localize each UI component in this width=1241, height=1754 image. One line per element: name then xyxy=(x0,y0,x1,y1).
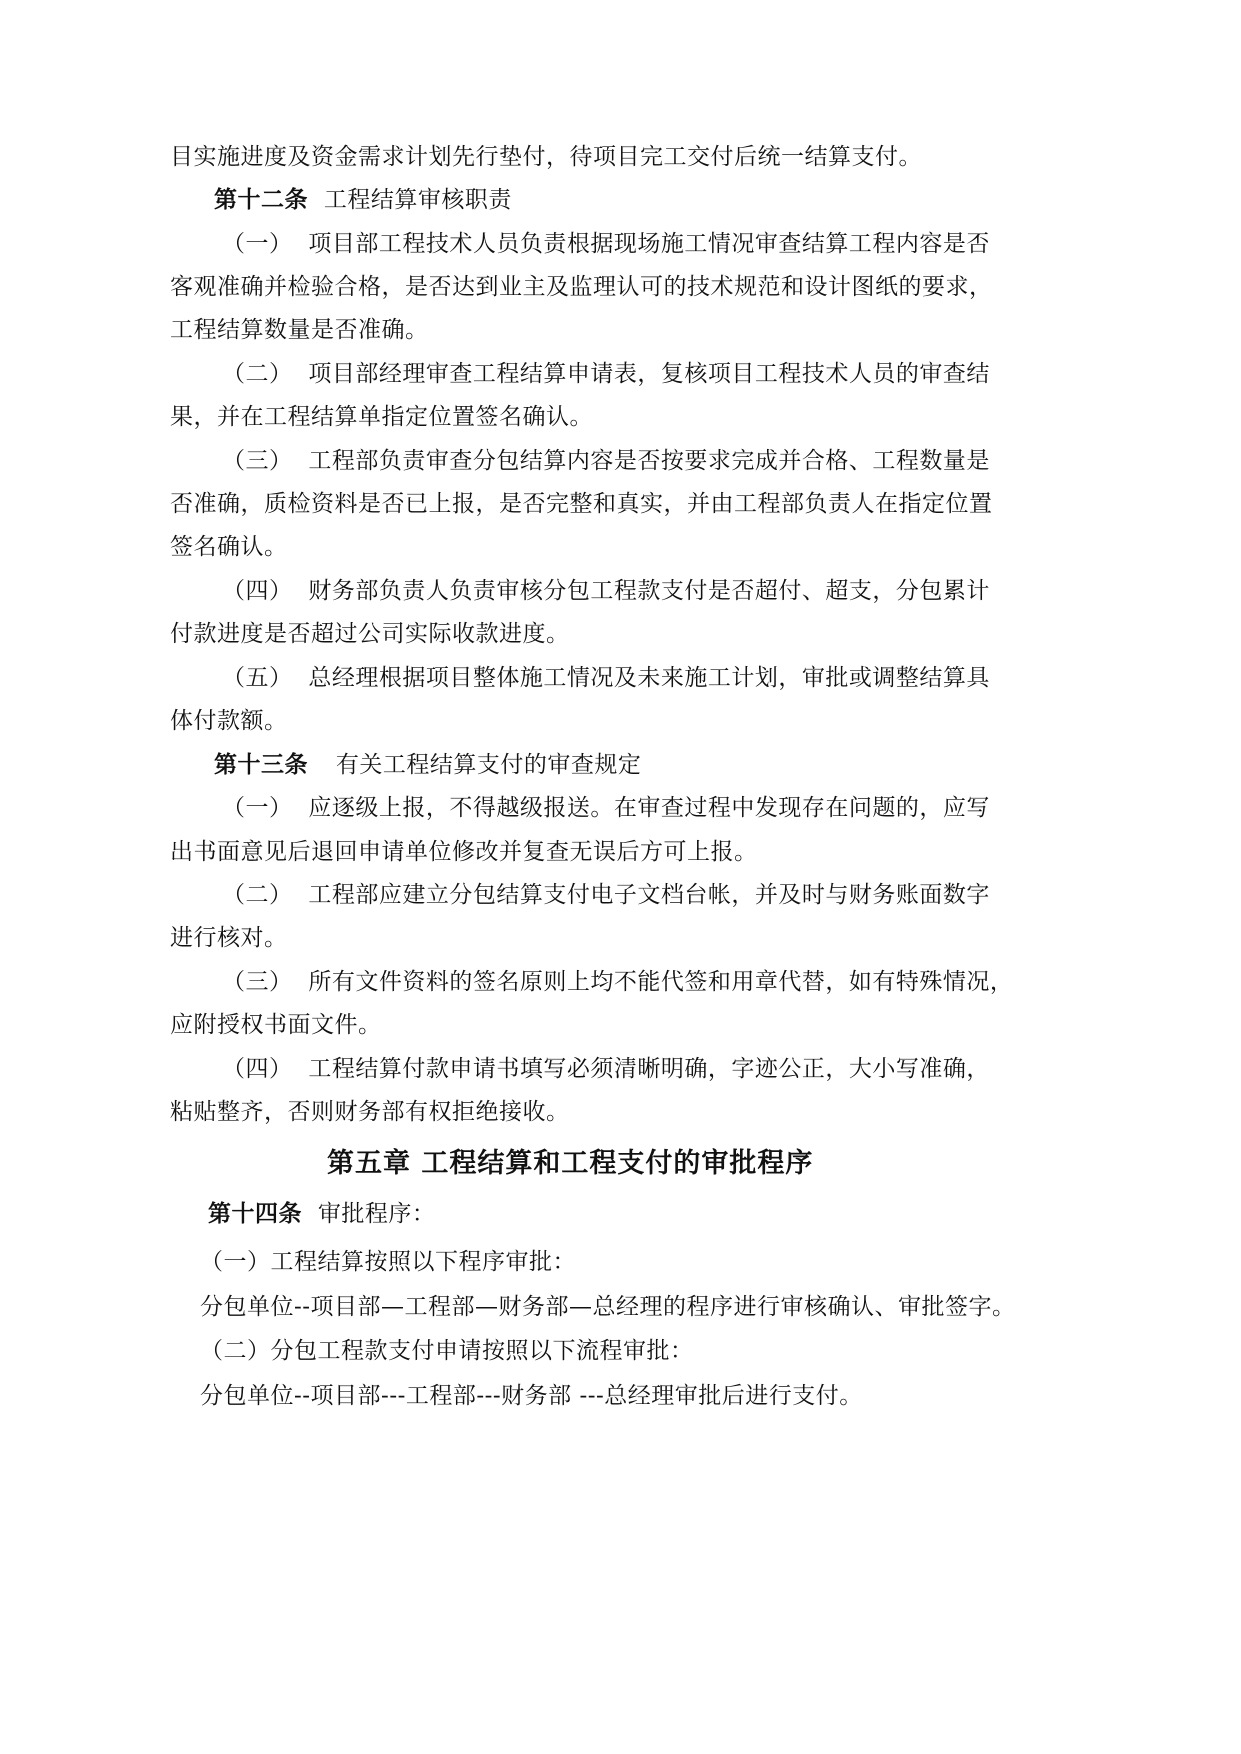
article-14-title: 审批程序： xyxy=(317,1201,436,1227)
article-13-item-1 xyxy=(222,793,990,823)
paragraph-line: 分包单位--项目部—工程部—财务部—总经理的程序进行审核确认、审批签字。 xyxy=(200,1294,1016,1320)
paragraph-line: 分包单位--项目部---工程部---财务部 ---总经理审批后进行支付。 xyxy=(200,1383,863,1409)
item-text: 所有文件资料的签名原则上均不能代签和用章代替，如有特殊情况， xyxy=(308,969,1014,995)
article-12-item-2 xyxy=(222,359,990,389)
article-13-item-3 xyxy=(222,967,1013,997)
article-12-title: 工程结算审核职责 xyxy=(323,187,512,213)
item-number: （三） xyxy=(222,448,293,474)
paragraph-line: 体付款额。 xyxy=(170,708,288,734)
item-text: 工程部应建立分包结算支付电子文档台帐，并及时与财务账面数字 xyxy=(308,882,990,908)
item-number: （三） xyxy=(222,969,293,995)
paragraph-line: 客观准确并检验合格，是否达到业主及监理认可的技术规范和设计图纸的要求， xyxy=(170,274,993,300)
paragraph-line: （一）工程结算按照以下程序审批： xyxy=(200,1249,576,1275)
item-number: （一） xyxy=(222,795,293,821)
article-13-title: 有关工程结算支付的审查规定 xyxy=(335,752,642,778)
article-13-item-2 xyxy=(222,880,990,910)
article-13-label: 第十三条 xyxy=(214,752,308,778)
item-text: 财务部负责人负责审核分包工程款支付是否超付、超支，分包累计 xyxy=(308,578,990,604)
article-12-item-4 xyxy=(222,576,990,606)
paragraph-line: 目实施进度及资金需求计划先行垫付，待项目完工交付后统一结算支付。 xyxy=(170,144,922,170)
chapter-5-heading: 第五章 工程结算和工程支付的审批程序 xyxy=(327,1148,814,1179)
article-14-heading xyxy=(208,1199,435,1229)
item-number: （一） xyxy=(222,231,293,257)
paragraph-line: 粘贴整齐，否则财务部有权拒绝接收。 xyxy=(170,1099,570,1125)
item-number: （四） xyxy=(222,578,293,604)
article-12-item-1 xyxy=(222,229,990,259)
article-12-item-5 xyxy=(222,663,990,693)
item-number: （五） xyxy=(222,665,293,691)
article-13-heading xyxy=(214,750,641,780)
item-text: 工程部负责审查分包结算内容是否按要求完成并合格、工程数量是 xyxy=(308,448,990,474)
item-number: （二） xyxy=(222,882,293,908)
paragraph-line: 进行核对。 xyxy=(170,925,288,951)
article-12-heading xyxy=(214,185,512,215)
item-text: 总经理根据项目整体施工情况及未来施工计划，审批或调整结算具 xyxy=(308,665,990,691)
article-12-label: 第十二条 xyxy=(214,187,308,213)
item-number: （二） xyxy=(222,361,293,387)
paragraph-line: 付款进度是否超过公司实际收款进度。 xyxy=(170,621,570,647)
paragraph-line: （二）分包工程款支付申请按照以下流程审批： xyxy=(200,1338,694,1364)
item-text: 项目部经理审查工程结算申请表，复核项目工程技术人员的审查结 xyxy=(308,361,990,387)
item-text: 应逐级上报，不得越级报送。在审查过程中发现存在问题的，应写 xyxy=(308,795,990,821)
item-text: 工程结算付款申请书填写必须清晰明确，字迹公正，大小写准确， xyxy=(308,1056,990,1082)
article-12-item-3 xyxy=(222,446,990,476)
paragraph-line: 出书面意见后退回申请单位修改并复查无误后方可上报。 xyxy=(170,839,758,865)
paragraph-line: 果，并在工程结算单指定位置签名确认。 xyxy=(170,404,593,430)
item-text: 项目部工程技术人员负责根据现场施工情况审查结算工程内容是否 xyxy=(308,231,990,257)
paragraph-line: 签名确认。 xyxy=(170,534,288,560)
paragraph-line: 否准确，质检资料是否已上报，是否完整和真实，并由工程部负责人在指定位置 xyxy=(170,491,993,517)
item-number: （四） xyxy=(222,1056,293,1082)
article-14-label: 第十四条 xyxy=(208,1201,302,1227)
paragraph-line: 工程结算数量是否准确。 xyxy=(170,317,429,343)
paragraph-line: 应附授权书面文件。 xyxy=(170,1012,382,1038)
article-13-item-4 xyxy=(222,1054,990,1084)
